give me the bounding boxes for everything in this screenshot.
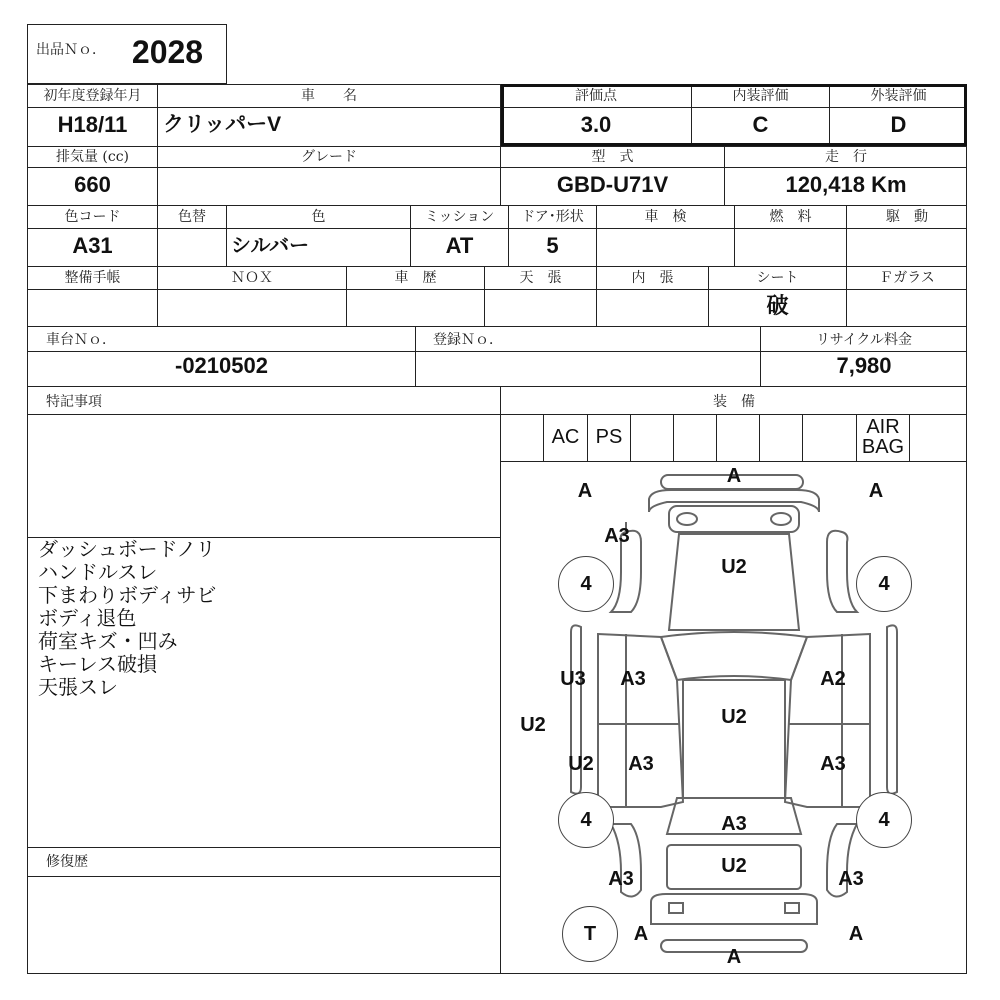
inner-label: 内 張 [631,270,674,286]
interior-label: 内装評価 [732,88,789,104]
mark-front-left-fender: A3 [604,525,630,547]
mark-rear-panel: U2 [721,855,747,877]
equipment-ac: AC [551,426,580,448]
mileage-label: 走 行 [825,149,867,165]
mark-right-front-door: A2 [820,668,846,690]
fuel-label: 燃 料 [769,209,812,225]
note-item: ボディ退色 [38,606,137,630]
lot-number: 2028 [131,34,204,70]
equipment-airbag-line1: AIR [866,416,900,438]
note-item: 天張スレ [38,675,118,699]
car-name-value: クリッパーV [163,113,282,136]
grade-label: グレード [301,149,357,165]
mark-roof: U2 [721,706,747,728]
seat-label: シート [756,270,799,286]
history-label: 車 歴 [394,270,437,286]
repaint-label: 色替 [178,209,206,225]
color-code-value: A31 [72,233,113,258]
inspection-label: 車 検 [644,209,687,225]
score-value: 3.0 [580,112,612,137]
mark-rear-bumper-right: A [848,923,864,945]
model-value: GBD-U71V [556,172,669,197]
door-value: 5 [546,233,559,258]
first-reg-value: H18/11 [57,112,128,137]
tire-front-left: 4 [558,556,614,612]
mileage-value: 120,418 Km [785,172,907,197]
interior-value: C [752,112,769,137]
displacement-label: 排気量 (cc) [55,149,130,165]
mark-rear-left-fender: A3 [608,868,634,890]
drive-label: 駆 動 [886,209,928,225]
mission-value: AT [445,233,474,258]
model-label: 型 式 [591,149,634,165]
score-label: 評価点 [575,88,617,104]
chassis-value: -0210502 [175,353,268,378]
recycle-label: リサイクル料金 [815,332,913,348]
exterior-label: 外装評価 [870,88,927,104]
mark-front-bumper: A [726,465,742,487]
mark-rear-bumper-left: A [633,923,649,945]
mark-front-right-corner: A [868,480,884,502]
mission-label: ミッション [424,209,495,225]
registration-label: 登録Ｎｏ． [433,332,503,348]
equipment-airbag-line2: BAG [861,436,905,458]
tire-spare: T [562,906,618,962]
note-item: 下まわりボディサビ [38,583,217,607]
equipment-ps: PS [595,426,623,448]
recycle-value: 7,980 [836,353,892,378]
nox-label: ＮＯＸ [231,270,273,286]
color-value: シルバー [231,235,310,257]
displacement-value: 660 [74,172,111,197]
lot-label: 出品Ｎｏ． [36,42,106,58]
maintenance-label: 整備手帳 [64,270,121,286]
color-code-label: 色コード [64,209,121,225]
tire-rear-left: 4 [558,792,614,848]
mark-right-rear-door: A3 [820,753,846,775]
seat-value: 破 [766,293,789,318]
mark-left-front-door: A3 [620,668,646,690]
color-label: 色 [311,209,326,225]
tire-rear-right: 4 [856,792,912,848]
mark-left-rear-door-top: U2 [568,753,594,775]
car-name-label: 車 名 [301,88,357,104]
chassis-label: 車台Ｎｏ． [46,332,116,348]
mark-left-side: U2 [520,714,546,736]
mark-front-left-corner: A [577,480,593,502]
exterior-value: D [890,112,907,137]
repair-label: 修復歴 [46,854,88,870]
notes-label: 特記事項 [46,394,102,410]
mark-hood: U2 [721,556,747,578]
note-item: キーレス破損 [38,652,157,676]
ceiling-label: 天 張 [519,270,562,286]
note-item: ダッシュボードノリ [38,537,216,561]
first-reg-label: 初年度登録年月 [43,88,142,104]
note-item: 荷室キズ・凹み [38,629,178,653]
mark-left-front-door-top: U3 [560,668,586,690]
mark-left-rear-door: A3 [628,753,654,775]
mark-rear-bumper: A [726,946,742,968]
mark-tailgate-lower: A3 [721,813,747,835]
door-label: ドア･形状 [521,209,584,225]
note-item: ハンドルスレ [38,560,158,584]
tire-front-right: 4 [856,556,912,612]
fglass-label: Ｆガラス [879,270,935,286]
mark-rear-right-fender: A3 [838,868,864,890]
equipment-label: 装 備 [713,394,755,410]
